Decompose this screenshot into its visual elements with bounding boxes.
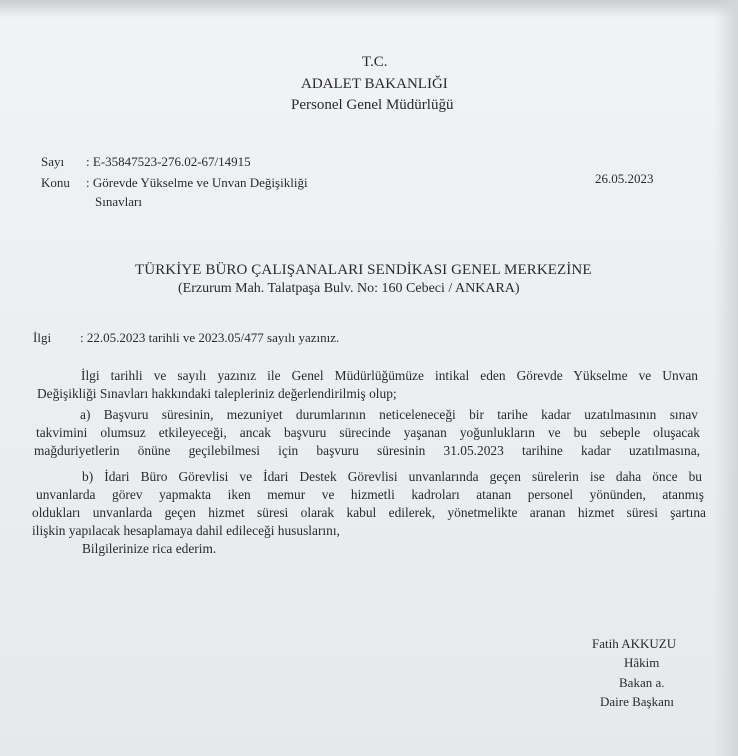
sayi-value: : E-35847523-276.02-67/14915 bbox=[86, 154, 251, 169]
document-date: 26.05.2023 bbox=[595, 171, 654, 186]
item-b-line-4: ilişkin yapılacak hesaplamaya dahil edileceği hususlarını, bbox=[32, 523, 340, 538]
konu-value: : Görevde Yükselme ve Unvan Değişikliği bbox=[86, 175, 308, 190]
konu-label: Konu bbox=[41, 175, 70, 190]
page-right-shadow bbox=[714, 0, 738, 756]
closing-line: Bilgilerinize rica ederim. bbox=[82, 541, 217, 556]
signatory-title-2: Bakan a. bbox=[619, 675, 665, 690]
header-tc: T.C. bbox=[362, 54, 388, 70]
header-ministry: ADALET BAKANLIĞI bbox=[301, 76, 448, 92]
sayi-label: Sayı bbox=[41, 154, 65, 169]
item-b-line-1: b) İdari Büro Görevlisi ve İdari Destek Görevlisi unvanlarında geçen sürelerin ise daha önce bu bbox=[82, 469, 702, 484]
recipient-address: (Erzurum Mah. Talatpaşa Bulv. No: 160 Cebeci / ANKARA) bbox=[178, 281, 520, 296]
signatory-name: Fatih AKKUZU bbox=[592, 636, 677, 651]
item-a-line-3: mağduriyetlerin önüne geçilebilmesi için başvuru süresinin 31.05.2023 tarihine kadar uzatılmasına, bbox=[34, 443, 700, 458]
konu-value-cont: Sınavları bbox=[95, 194, 142, 209]
paragraph-1-line-2: Değişikliği Sınavları hakkındaki talepleriniz değerlendirilmiş olup; bbox=[37, 386, 397, 401]
item-a-line-2: takvimini olumsuz etkileyeceği, ancak başvuru sürecinde yaşanan yoğunlukların ve bu sebeple oluşacak bbox=[36, 425, 700, 440]
signatory-title-1: Hâkim bbox=[624, 655, 660, 670]
page-top-shadow bbox=[0, 0, 738, 18]
signatory-title-3: Daire Başkanı bbox=[600, 694, 675, 709]
paragraph-1-line-1: İlgi tarihli ve sayılı yazınız ile Genel Müdürlüğümüze intikal eden Görevde Yükselme ve Unvan bbox=[81, 368, 698, 383]
item-b-line-2: unvanlarda görev yapmakta iken memur ve hizmetli kadroları atanan personel yönünden, atanmış bbox=[36, 487, 704, 502]
item-b-line-3: oldukları unvanlarda geçen hizmet süresi olarak kabul edilerek, yönetmelikte aranan hizmet süresi şartına bbox=[32, 505, 706, 520]
item-a-line-1: a) Başvuru süresinin, mezuniyet durumlarının neticeleneceği bir tarihe kadar uzatılmasının sınav bbox=[80, 407, 698, 422]
ilgi-label: İlgi bbox=[33, 330, 52, 345]
header-directorate: Personel Genel Müdürlüğü bbox=[291, 97, 454, 113]
recipient-name: TÜRKİYE BÜRO ÇALIŞANALARI SENDİKASI GENEL MERKEZİNE bbox=[135, 262, 592, 278]
ilgi-value: : 22.05.2023 tarihli ve 2023.05/477 sayılı yazınız. bbox=[80, 330, 340, 345]
